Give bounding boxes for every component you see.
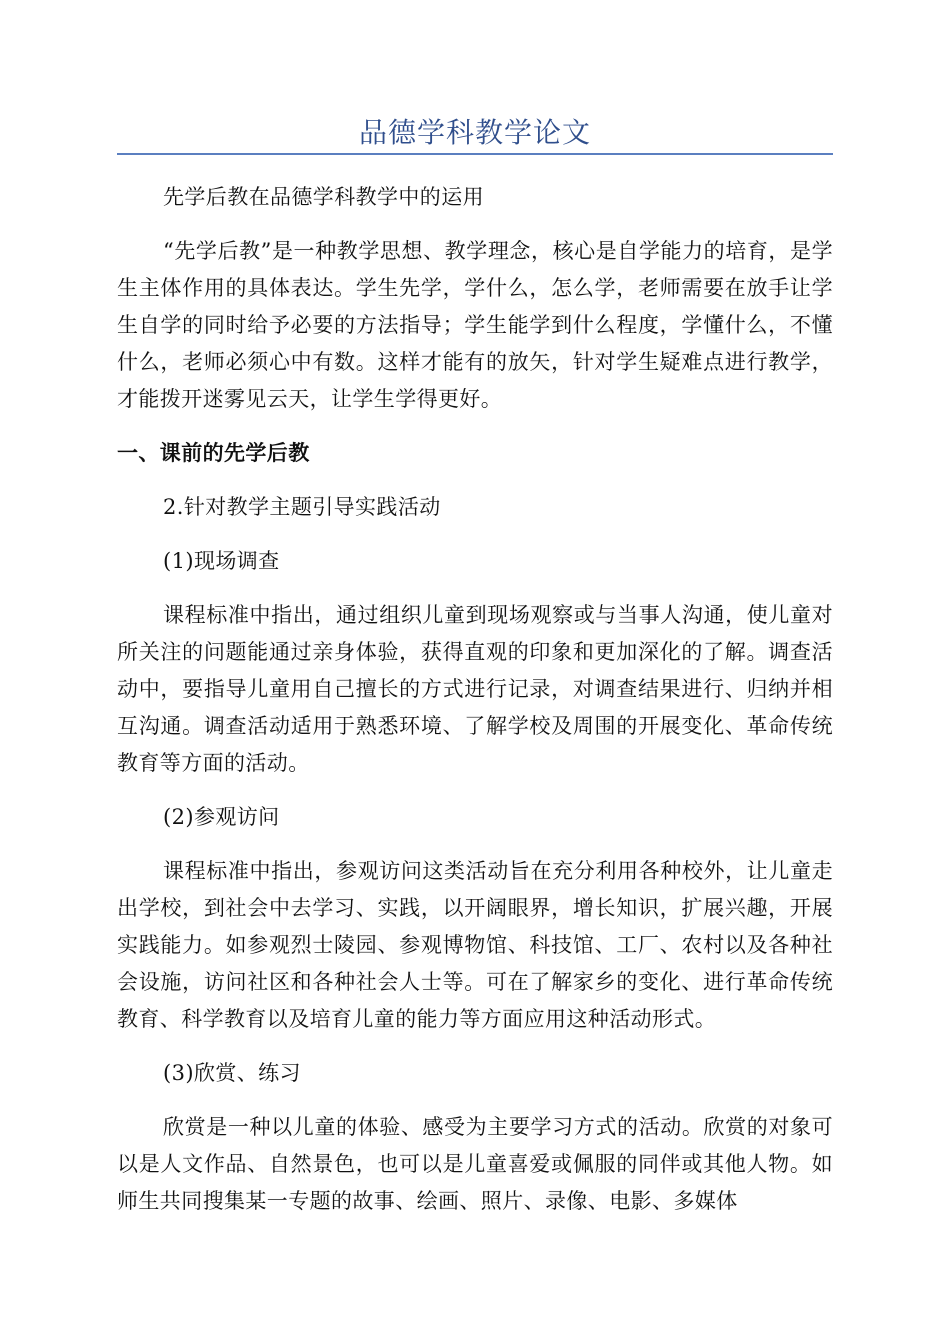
subtitle-paragraph: 先学后教在品德学科教学中的运用 bbox=[163, 185, 484, 209]
visit-paragraph: 课程标准中指出，参观访问这类活动旨在充分利用各种校外，让儿童走出学校，到社会中去学习、实践，以开阔眼界，增长知识，扩展兴趣，开展实践能力。如参观烈士陵园、参观博物馆、科技馆、工厂、农村以及各种社会设施，访问社区和各种社会人士等。可在了解家乡的变化、进行革命传统教育、科学教育以及培育儿童的能力等方面应用这种活动形式。 bbox=[117, 859, 833, 1031]
document-title: 品德学科教学论文 bbox=[358, 116, 591, 149]
document-page bbox=[117, 0, 833, 1220]
subsection-heading: 2.针对教学主题引导实践活动 bbox=[163, 495, 441, 519]
section-heading: 一、课前的先学后教 bbox=[117, 441, 310, 465]
item-heading-survey: (1)现场调查 bbox=[163, 549, 280, 573]
intro-paragraph: “先学后教”是一种教学思想、教学理念，核心是自学能力的培育，是学生主体作用的具体表达。学生先学，学什么，怎么学，老师需要在放手让学生自学的同时给予必要的方法指导；学生能学到什么程度，学懂什么，不懂什么，老师必须心中有数。这样才能有的放矢，针对学生疑难点进行教学，才能拨开迷雾见云天，让学生学得更好。 bbox=[117, 239, 833, 411]
title-underline bbox=[117, 153, 833, 155]
appreciation-paragraph: 欣赏是一种以儿童的体验、感受为主要学习方式的活动。欣赏的对象可以是人文作品、自然景色，也可以是儿童喜爱或佩服的同伴或其他人物。如师生共同搜集某一专题的故事、绘画、照片、录像、电影、多媒体 bbox=[117, 1115, 833, 1213]
item-heading-appreciation: (3)欣赏、练习 bbox=[163, 1061, 301, 1085]
item-heading-visit: (2)参观访问 bbox=[163, 805, 280, 829]
survey-paragraph: 课程标准中指出，通过组织儿童到现场观察或与当事人沟通，使儿童对所关注的问题能通过亲身体验，获得直观的印象和更加深化的了解。调查活动中，要指导儿童用自己擅长的方式进行记录，对调查结果进行、归纳并相互沟通。调查活动适用于熟悉环境、了解学校及周围的开展变化、革命传统教育等方面的活动。 bbox=[117, 603, 833, 775]
